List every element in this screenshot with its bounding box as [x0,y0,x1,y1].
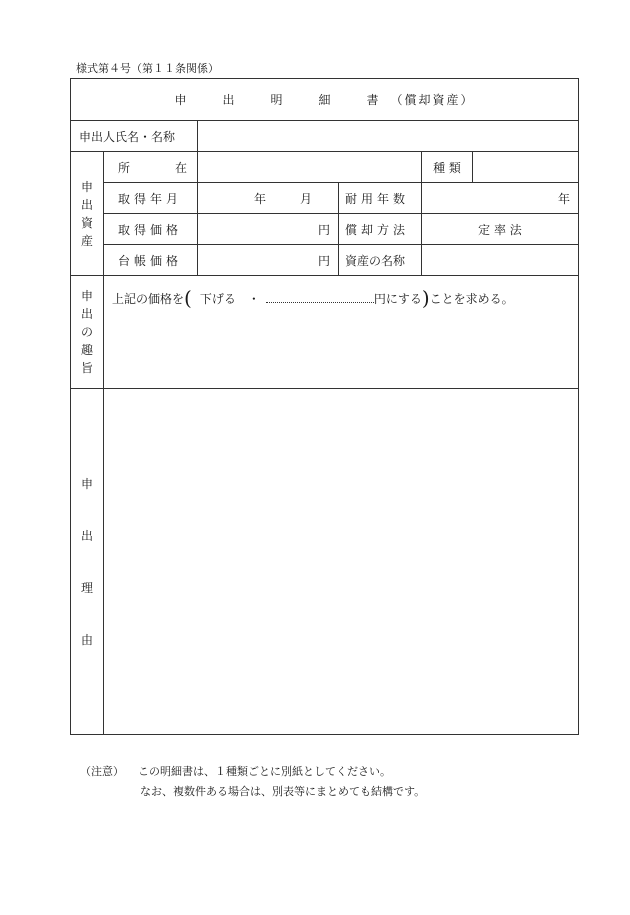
purpose-group-label: 申 出 の 趣 旨 [71,276,104,389]
applicant-field[interactable] [198,121,579,152]
asset-group-label: 申 出 資 産 [71,152,104,276]
month-unit: 月 [300,191,313,206]
type-label: 種 類 [422,152,473,183]
acquisition-date-field[interactable] [198,183,339,214]
year-unit: 年 [253,191,266,206]
title-main: 申 出 明 細 書 [174,93,391,107]
type-field[interactable] [473,152,579,183]
depreciation-method-value: 定 率 法 [422,214,579,245]
asset-name-label: 資産の名称 [339,245,422,276]
notes-line-2: なお、複数件ある場合は、別表等にまとめても結構です。 [140,785,426,798]
useful-life-field[interactable]: 年 [422,183,579,214]
acquisition-price-label: 取得価格 [104,214,198,245]
form-title [71,79,579,121]
location-label: 所 在 [104,152,198,183]
applicant-label: 申出人氏名・名称 [71,121,198,152]
useful-life-label: 耐用年数 [339,183,422,214]
notes-line-1: この明細書は、１種類ごとに別紙としてください。 [138,765,391,778]
location-field[interactable] [198,152,422,183]
acquisition-date-label: 取得年月 [104,183,198,214]
notes-label: （注意） [80,765,124,778]
ledger-price-label: 台帳価格 [104,245,198,276]
depreciation-method-label: 償却方法 [339,214,422,245]
acquisition-price-field[interactable]: 円 [198,214,339,245]
title-sub: （償却資産） [390,93,475,107]
asset-name-field[interactable] [422,245,579,276]
ledger-price-field[interactable]: 円 [198,245,339,276]
reason-field[interactable] [104,389,579,735]
notes [80,762,425,802]
form-number: 様式第４号（第１１条関係） [76,62,219,75]
reason-group-label: 申 出 理 由 [71,389,104,735]
purpose-statement: 上記の価格を( 下げる ・ 円にする)ことを求める。 [104,276,579,389]
amount-blank[interactable] [266,292,374,303]
application-form [70,78,579,735]
